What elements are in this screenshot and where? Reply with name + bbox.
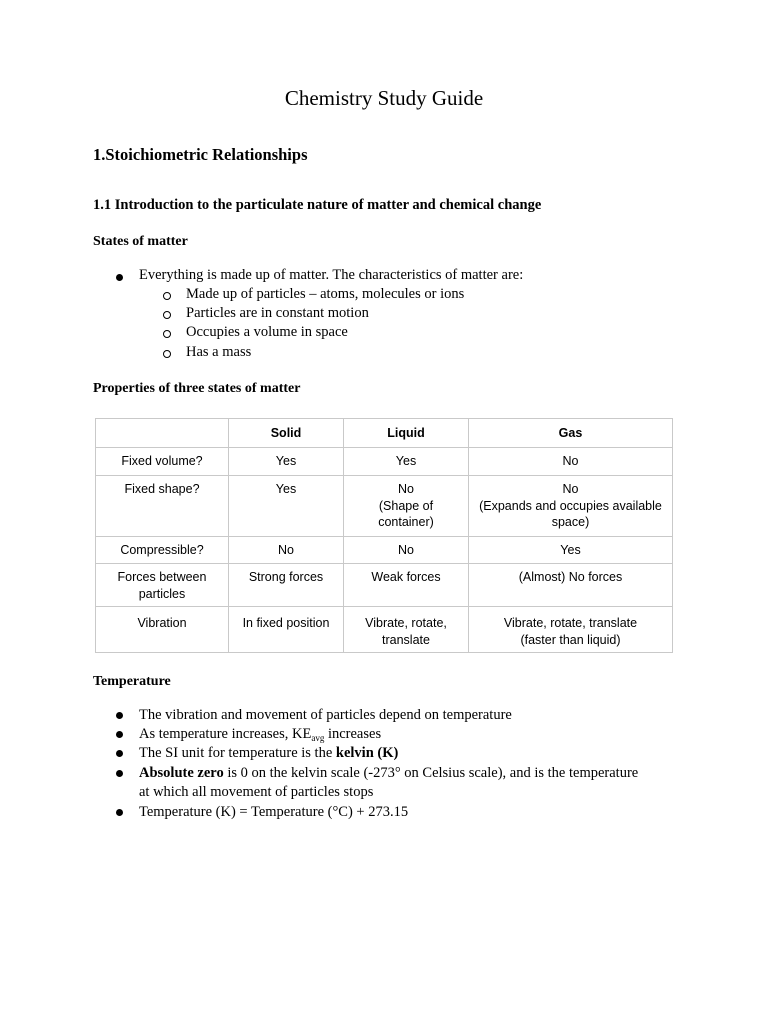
table-cell: Vibrate, rotate, translate (faster than liquid) bbox=[469, 607, 673, 653]
bullet-dot-icon bbox=[114, 750, 124, 760]
sub-list-item: Occupies a volume in space bbox=[186, 324, 348, 340]
list-item: Everything is made up of matter. The characteristics of matter are: bbox=[139, 267, 524, 283]
list-item-text: As temperature increases, KE bbox=[139, 726, 312, 742]
table-cell: Compressible? bbox=[96, 537, 229, 564]
table-cell: Strong forces bbox=[229, 564, 344, 607]
bullet-circle-icon bbox=[162, 350, 172, 360]
list-item: Temperature (K) = Temperature (°C) + 273.15 bbox=[139, 804, 409, 820]
table-cell: No bbox=[229, 537, 344, 564]
table-cell: No bbox=[469, 448, 673, 476]
table-cell: No (Shape of container) bbox=[344, 476, 469, 537]
bullet-circle-icon bbox=[162, 292, 172, 302]
table-row bbox=[96, 476, 673, 537]
page-title: Chemistry Study Guide bbox=[284, 86, 484, 110]
bullet-dot-icon bbox=[114, 731, 124, 741]
table-header-row bbox=[96, 419, 673, 448]
bold-term: kelvin (K) bbox=[335, 745, 399, 761]
table-cell: Vibrate, rotate, translate bbox=[344, 607, 469, 653]
table-cell: Weak forces bbox=[344, 564, 469, 607]
temperature-heading: Temperature bbox=[93, 674, 171, 689]
table-cell: (Almost) No forces bbox=[469, 564, 673, 607]
bullet-dot-icon bbox=[114, 712, 124, 722]
table-cell: In fixed position bbox=[229, 607, 344, 653]
bullet-circle-icon bbox=[162, 330, 172, 340]
subsection-heading: 1.1 Introduction to the particulate nature of matter and chemical change bbox=[93, 197, 542, 213]
list-item-text: is 0 on the kelvin scale (-273° on Celsius scale), and is the temperature bbox=[223, 765, 639, 781]
list-item-text: increases bbox=[324, 726, 382, 742]
bullet-dot-icon bbox=[114, 274, 124, 284]
table-cell: Yes bbox=[469, 537, 673, 564]
bold-term: Absolute zero bbox=[139, 765, 224, 781]
states-properties-table bbox=[95, 418, 673, 653]
table-cell: Vibration bbox=[96, 607, 229, 653]
table-row bbox=[96, 607, 673, 653]
bullet-dot-icon bbox=[114, 809, 124, 819]
sub-list-item: Particles are in constant motion bbox=[186, 305, 369, 321]
list-item: The vibration and movement of particles depend on temperature bbox=[139, 707, 512, 723]
table-cell: Fixed volume? bbox=[96, 448, 229, 476]
section-heading: 1.Stoichiometric Relationships bbox=[93, 145, 308, 164]
states-heading: States of matter bbox=[93, 234, 188, 249]
list-item-text: The SI unit for temperature is the bbox=[139, 745, 336, 761]
table-cell: Forces between particles bbox=[96, 564, 229, 607]
bullet-dot-icon bbox=[114, 770, 124, 780]
list-item bbox=[139, 764, 638, 784]
table-row bbox=[96, 448, 673, 476]
sub-list-item: Has a mass bbox=[186, 344, 252, 360]
table-cell: No (Expands and occupies available space) bbox=[469, 476, 673, 537]
sub-list-item: Made up of particles – atoms, molecules or ions bbox=[186, 286, 465, 302]
table-cell: Yes bbox=[344, 448, 469, 476]
table-header-cell bbox=[96, 419, 229, 448]
table-header-cell: Liquid bbox=[344, 419, 469, 448]
table-header-cell: Solid bbox=[229, 419, 344, 448]
list-item-continuation: at which all movement of particles stops bbox=[139, 784, 374, 800]
table-header-cell: Gas bbox=[469, 419, 673, 448]
bullet-circle-icon bbox=[162, 311, 172, 321]
table-row bbox=[96, 564, 673, 607]
table-cell: Yes bbox=[229, 476, 344, 537]
table-cell: Fixed shape? bbox=[96, 476, 229, 537]
table-cell: No bbox=[344, 537, 469, 564]
list-item bbox=[139, 744, 398, 764]
subscript-text: avg bbox=[311, 733, 325, 743]
table-row bbox=[96, 537, 673, 564]
table-cell: Yes bbox=[229, 448, 344, 476]
properties-heading: Properties of three states of matter bbox=[93, 381, 301, 396]
